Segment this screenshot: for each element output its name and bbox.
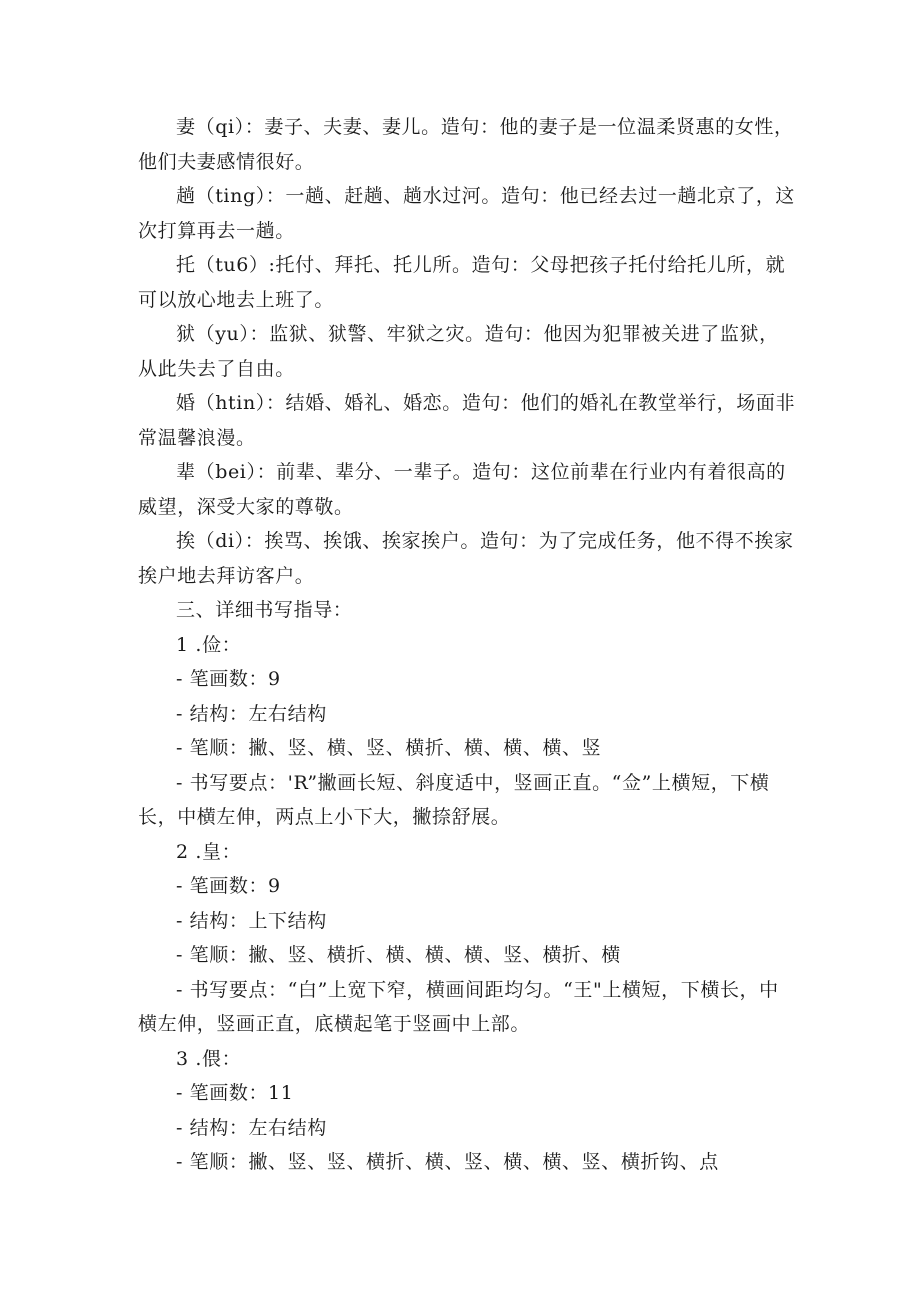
item-heading-huang: 2 .皇： bbox=[176, 840, 242, 863]
paragraph-tuo: 托（tu6）:托付、拜托、托儿所。造句：父母把孩子托付给托儿所，就可以放心地去上班了。 bbox=[138, 254, 786, 311]
paragraph-bei: 辈（bei）：前辈、辈分、一辈子。造句：这位前辈在行业内有着很高的威望，深受大家的尊敬。 bbox=[138, 461, 786, 518]
list-item-structure: - 结构：上下结构 bbox=[176, 909, 327, 932]
list-item-stroke-count: - 笔画数：11 bbox=[176, 1082, 294, 1104]
list-item-structure: - 结构：左右结构 bbox=[176, 702, 327, 725]
list-item-stroke-order: - 笔顺：撇、竖、横折、横、横、横、竖、横折、横 bbox=[176, 944, 621, 966]
list-item-stroke-order: - 笔顺：撇、竖、横、竖、横折、横、横、横、竖 bbox=[176, 737, 602, 759]
paragraph-yu: 狱（yu）：监狱、狱警、牢狱之灾。造句：他因为犯罪被关进了监狱，从此失去了自由。 bbox=[138, 323, 779, 380]
list-item-stroke-count: - 笔画数：9 bbox=[176, 875, 281, 897]
list-item-structure: - 结构：左右结构 bbox=[176, 1116, 327, 1139]
document-page bbox=[138, 110, 798, 1180]
paragraph-qi: 妻（qi）：妻子、夫妻、妻儿。造句：他的妻子是一位温柔贤惠的女性，他们夫妻感情很好。 bbox=[138, 116, 794, 173]
paragraph-tang: 趟（ting）：一趟、赶趟、趟水过河。造句：他已经去过一趟北京了，这次打算再去一趟。 bbox=[138, 185, 796, 242]
paragraph-ai: 挨（di）：挨骂、挨饿、挨家挨户。造句：为了完成任务，他不得不挨家挨户地去拜访客户。 bbox=[138, 530, 794, 587]
paragraph-hun: 婚（htin）：结婚、婚礼、婚恋。造句：他们的婚礼在教堂举行，场面非常温馨浪漫。 bbox=[138, 392, 796, 449]
item-heading-wei: 3 .偎： bbox=[176, 1047, 242, 1070]
list-item-stroke-order: - 笔顺：撇、竖、竖、横折、横、竖、横、横、竖、横折钩、点 bbox=[176, 1151, 719, 1173]
list-item-stroke-count: - 笔画数：9 bbox=[176, 668, 281, 690]
list-item-writing-tips: - 书写要点：'R”撇画长短、斜度适中，竖画正直。“佥”上横短，下横长，中横左伸，两点上小下大，撇捺舒展。 bbox=[138, 771, 770, 828]
list-item-writing-tips: - 书写要点：“白”上宽下窄，横画间距均匀。“王"上横短，下横长，中横左伸，竖画正直，底横起笔于竖画中上部。 bbox=[138, 978, 779, 1035]
section-heading-writing-guide: 三、详细书写指导： bbox=[176, 599, 353, 621]
item-heading-jian: 1 .俭： bbox=[176, 633, 242, 656]
